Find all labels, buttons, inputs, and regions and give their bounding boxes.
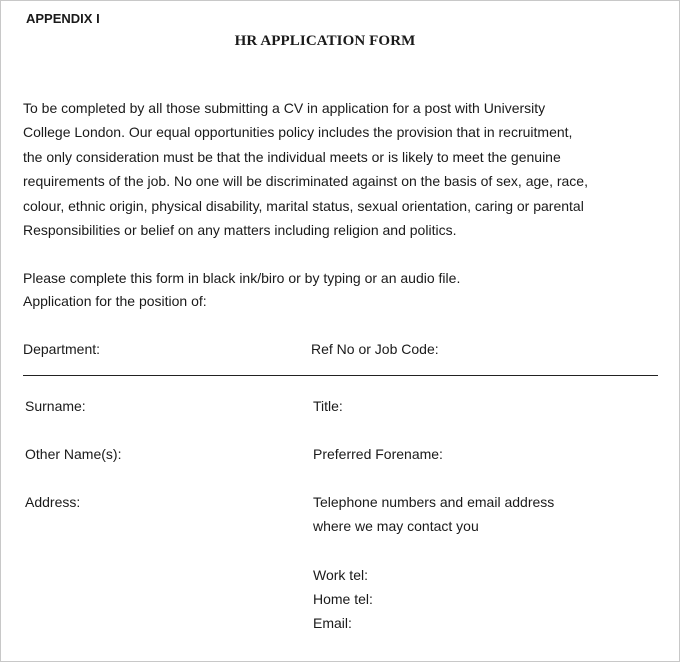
intro-line: Responsibilities or belief on any matters including religion and politics.: [23, 222, 457, 239]
intro-paragraph: [23, 96, 588, 242]
surname-label: Surname:: [25, 398, 86, 414]
other-names-label: Other Name(s):: [25, 446, 122, 462]
home-tel-label: Home tel:: [313, 591, 373, 607]
email-label: Email:: [313, 615, 352, 631]
address-label: Address:: [25, 494, 81, 510]
instructions-line: Please complete this form in black ink/biro or by typing or an audio file.: [23, 270, 461, 286]
contact-subheading-line: where we may contact you: [313, 518, 479, 534]
intro-line: colour, ethnic origin, physical disability, marital status, sexual orientation, caring or parental: [23, 197, 584, 214]
appendix-label: APPENDIX I: [26, 11, 100, 26]
title-label: Title:: [313, 398, 343, 414]
work-tel-label: Work tel:: [313, 567, 368, 583]
intro-line: the only consideration must be that the individual meets or is likely to meet the genuine: [23, 148, 561, 165]
form-title: HR APPLICATION FORM: [234, 33, 416, 49]
department-label: Department:: [23, 341, 101, 357]
contact-heading-line: Telephone numbers and email address: [313, 494, 555, 510]
preferred-forename-label: Preferred Forename:: [313, 446, 443, 462]
intro-line: College London. Our equal opportunities policy includes the provision that in recruitment,: [23, 124, 573, 141]
ref-no-label: Ref No or Job Code:: [311, 341, 439, 357]
position-prompt: Application for the position of:: [23, 293, 207, 310]
intro-line: To be completed by all those submitting a CV in application for a post with University: [23, 100, 546, 116]
instructions: [23, 266, 460, 314]
section-divider: [23, 375, 658, 376]
intro-line: requirements of the job. No one will be discriminated against on the basis of sex, age, race,: [23, 173, 588, 190]
